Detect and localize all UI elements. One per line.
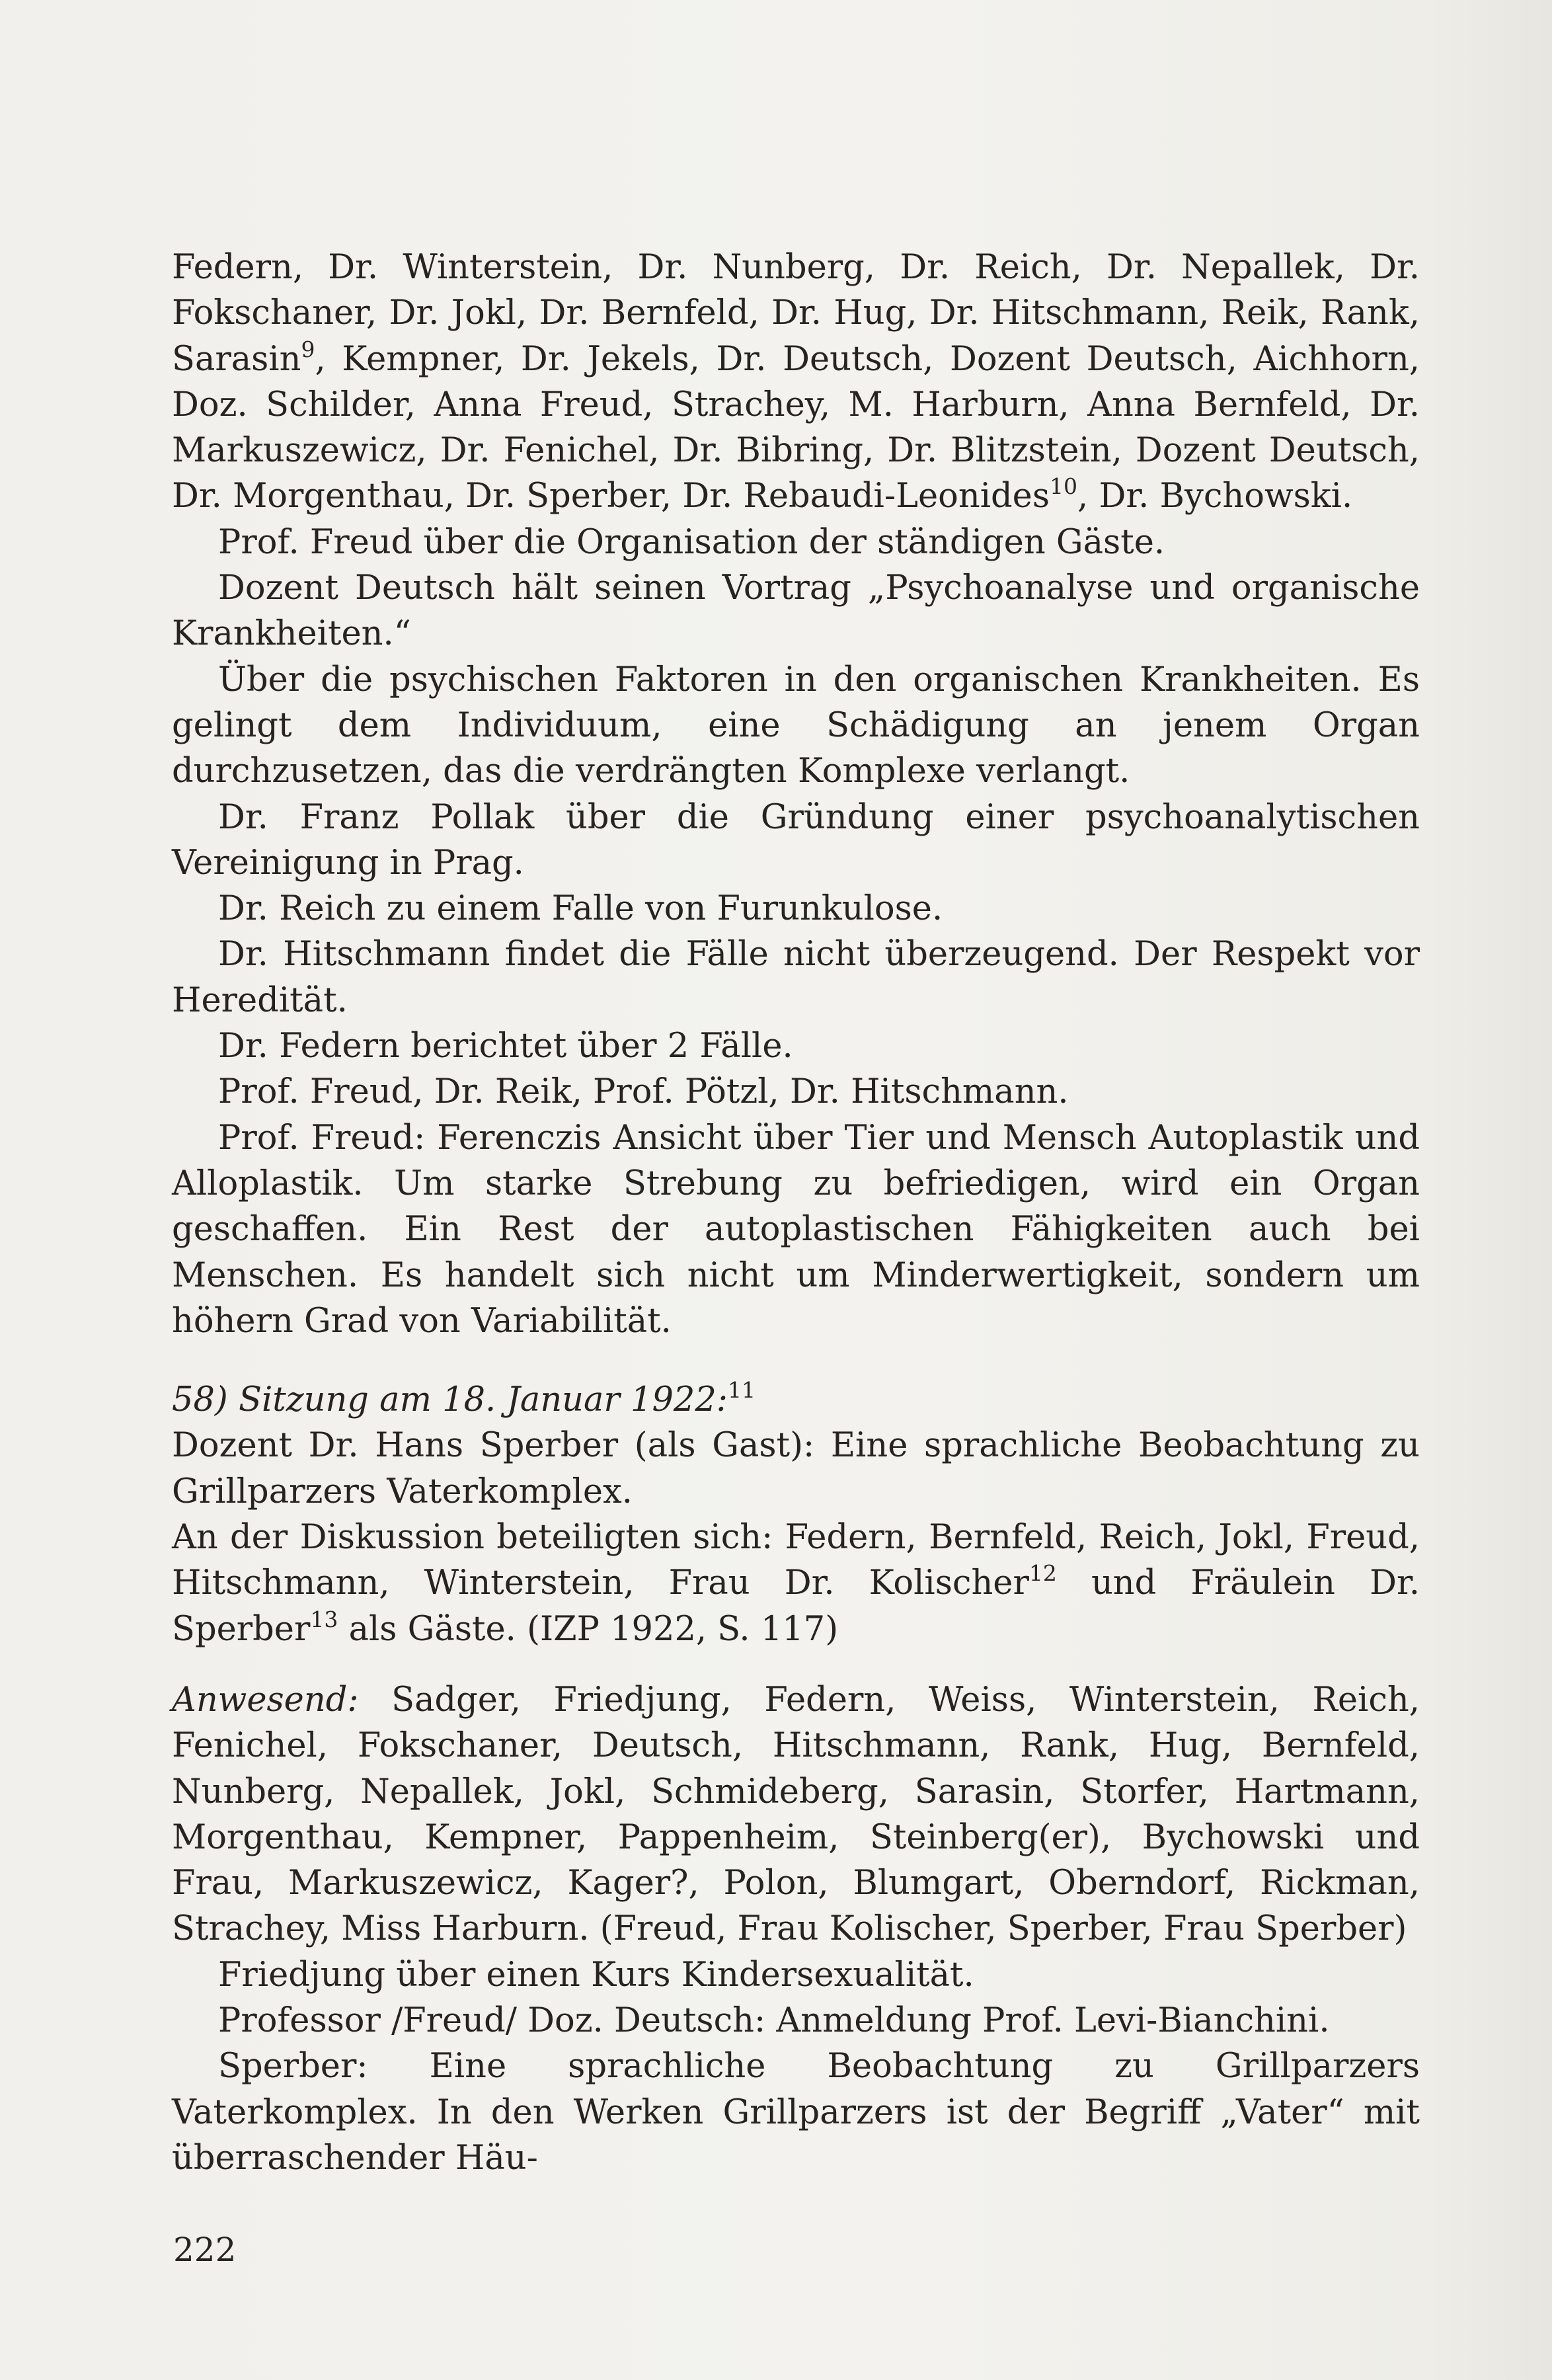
paragraph: Prof. Freud: Ferenczis Ansicht über Tier und Mensch Autoplastik und Alloplastik. Um starke Strebung zu befriedigen, wird ein Organ geschaffen. Ein Rest der autoplastischen Fähigkeiten auch bei Menschen. Es handelt sich nicht um Minderwertigkeit, sondern um höhern Grad von Variabilität. [172,1118,1420,1341]
session-lecture: Dozent Dr. Hans Sperber (als Gast): Eine sprachliche Beobachtung zu Grillparzers Vaterkomplex. [172,1426,1420,1511]
paragraph: Dr. Reich zu einem Falle von Furunkulose. [218,889,943,929]
attendees-label: Anwesend: [172,1680,359,1720]
section-spacer [172,1344,1420,1377]
page-number: 222 [173,2231,237,2269]
attendees-paragraph: Anwesend: Sadger, Friedjung, Federn, Weiss, Winterstein, Reich, Fenichel, Fokschaner, Deutsch, Hitschmann, Rank, Hug, Bernfeld, Nunberg, Nepallek, Jokl, Schmideberg, Sarasin, Storfer, Hartmann, Morgenthau, Kempner, Pappenheim, Steinberg(er), Bychowski und Frau, Markuszewicz, Kager?, Polon, Blumgart, Oberndorf, Rickman, Strachey, Miss Harburn. (Freud, Frau Kolischer, Sperber, Frau Sperber) [172,1680,1420,1949]
section-spacer [172,1652,1420,1677]
paragraph: Dr. Franz Pollak über die Gründung einer psychoanalytischen Vereinigung in Prag. [172,797,1420,883]
session-discussion: An der Diskussion beteiligten sich: Federn, Bernfeld, Reich, Jokl, Freud, Hitschmann, Winterstein, Frau Dr. Kolischer$^{12}$ und Fräulein Dr. Sperber$^{13}$ als Gäste. (IZP 1922, S. 117) [172,1518,1420,1649]
paragraph: Professor /Freud/ Doz. Deutsch: Anmeldung Prof. Levi-Bianchini. [218,2001,1330,2040]
page-body-text [172,245,1420,2181]
footnote-marker: 11 [727,1377,756,1404]
footnote-marker: 12 [1028,1560,1057,1587]
paragraph: Dr. Federn berichtet über 2 Fälle. [218,1027,793,1066]
attendee-list-paragraph: Federn, Dr. Winterstein, Dr. Nunberg, Dr. Reich, Dr. Nepallek, Dr. Fokschaner, Dr. Jokl, Dr. Bernfeld, Dr. Hug, Dr. Hitschmann, Reik, Rank, Sarasin$^9$, Kempner, Dr. Jekels, Dr. Deutsch, Dozent Deutsch, Aichhorn, Doz. Schilder, Anna Freud, Strachey, M. Harburn, Anna Bernfeld, Dr. Markuszewicz, Dr. Fenichel, Dr. Bibring, Dr. Blitzstein, Dozent Deutsch, Dr. Morgenthau, Dr. Sperber, Dr. Rebaudi-Leonides$^{10}$, Dr. Bychowski. [172,248,1420,516]
footnote-marker: 10 [1050,473,1078,500]
footnote-marker: 9 [301,336,315,362]
paragraph: Über die psychischen Faktoren in den organischen Krankheiten. Es gelingt dem Individuum, eine Schädigung an jenem Organ durchzusetzen, das die verdrängten Komplexe verlangt. [172,660,1420,791]
paragraph: Prof. Freud, Dr. Reik, Prof. Pötzl, Dr. Hitschmann. [218,1072,1069,1112]
paragraph: Dr. Hitschmann findet die Fälle nicht überzeugend. Der Respekt vor Heredität. [172,935,1420,1020]
session-heading: 58) Sitzung am 18. Januar 1922:$^{11}$ [172,1377,756,1420]
paragraph: Dozent Deutsch hält seinen Vortrag „Psychoanalyse und organische Krankheiten.“ [172,569,1420,654]
paragraph: Friedjung über einen Kurs Kindersexualität. [218,1955,974,1995]
paragraph: Sperber: Eine sprachliche Beobachtung zu Grillparzers Vaterkomplex. In den Werken Grillparzers ist der Begriff „Vater“ mit überraschender Häu- [172,2047,1420,2178]
footnote-marker: 13 [310,1606,338,1632]
paragraph: Prof. Freud über die Organisation der ständigen Gäste. [218,522,1165,562]
